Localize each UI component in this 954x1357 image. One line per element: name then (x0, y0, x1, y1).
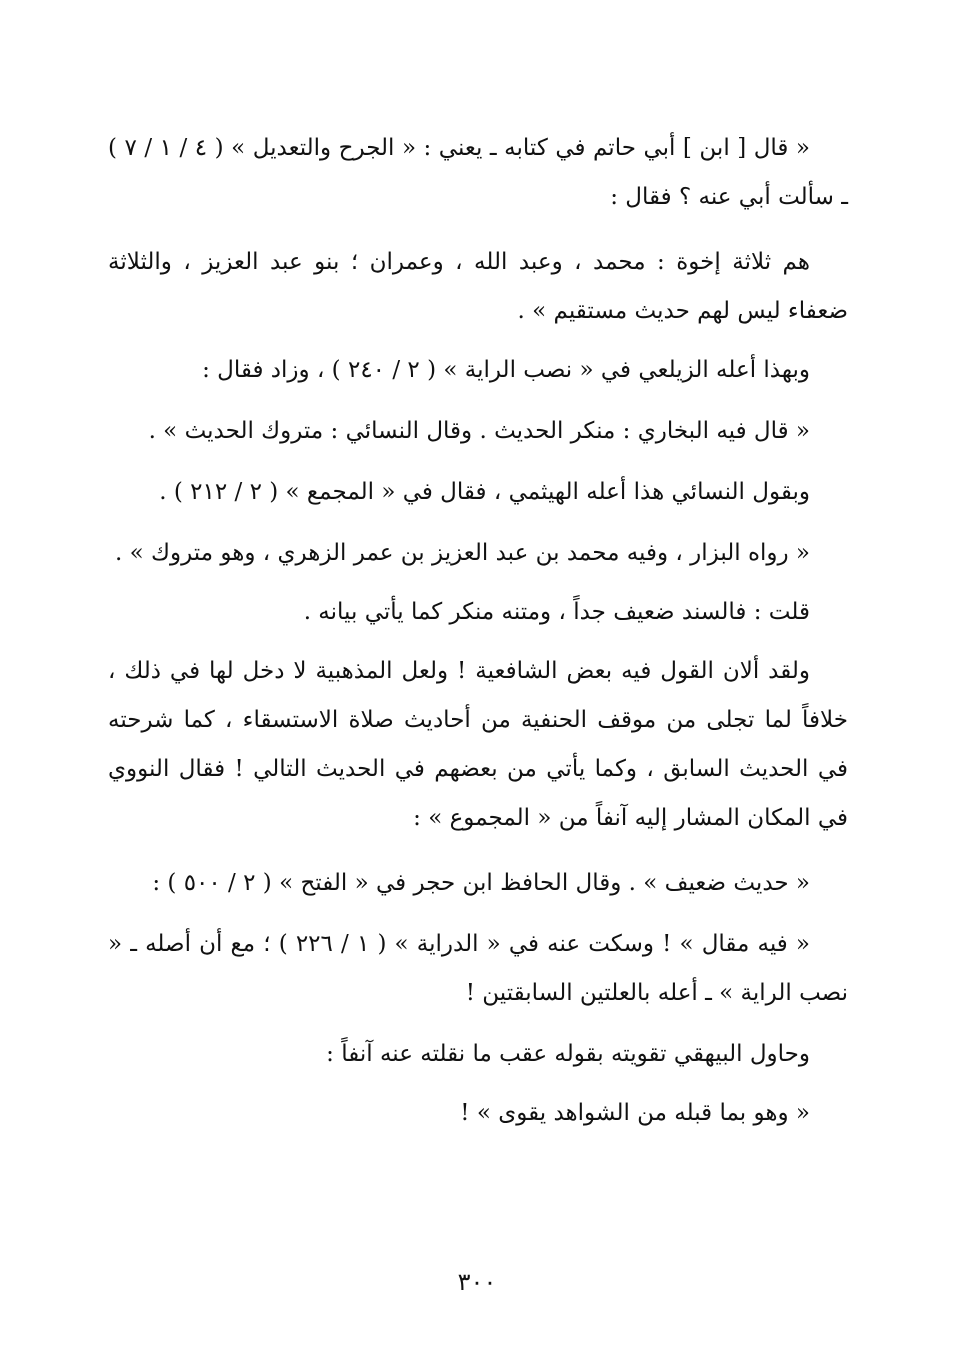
paragraph-6: « رواه البزار ، وفيه محمد بن عبد العزيز بن عمر الزهري ، وهو متروك » . (115, 540, 810, 566)
paragraph-9: « حديث ضعيف » . وقال الحافظ ابن حجر في « الفتح » ( ٢ / ٥٠٠ ) : (152, 870, 810, 896)
page-number: ٣٠٠ (457, 1268, 497, 1296)
paragraph-11: وحاول البيهقي تقويته بقوله عقب ما نقلته عنه آنفاً : (326, 1041, 810, 1067)
body-text (108, 124, 848, 1138)
paragraph-10: « فيه مقال » ! وسكت عنه في « الدراية » ( ١ / ٢٢٦ ) ؛ مع أن أصله ـ « نصب الراية » ـ أعله بالعلتين السابقتين ! (108, 931, 848, 1006)
paragraph-5: وبقول النسائي هذا أعله الهيثمي ، فقال في « المجمع » ( ٢ / ٢١٢ ) . (159, 479, 810, 505)
paragraph-1: « قال [ ابن ] أبي حاتم في كتابه ـ يعني : « الجرح والتعديل » ( ٤ / ١ / ٧ ) ـ سألت أبي عنه ؟ فقال : (108, 135, 848, 210)
paragraph-8: ولقد ألان القول فيه بعض الشافعية ! ولعل المذهبية لا دخل لها في ذلك ، خلافاً لما تجلى من موقف الحنفية من أحاديث صلاة الاستسقاء ، كما شرحته في الحديث السابق ، وكما يأتي من بعضهم في الحديث التالي ! فقال النووي في المكان المشار إليه آنفاً من « المجموع » : (108, 658, 848, 831)
paragraph-4: « قال فيه البخاري : منكر الحديث . وقال النسائي : متروك الحديث » . (148, 418, 810, 444)
paragraph-12: « وهو بما قبله من الشواهد يقوى » ! (460, 1100, 810, 1126)
paragraph-7: قلت : فالسند ضعيف جداً ، ومتنه منكر كما يأتي بيانه . (303, 599, 810, 625)
paragraph-2: هم ثلاثة إخوة : محمد ، وعبد الله ، وعمران ؛ بنو عبد العزيز ، والثلاثة ضعفاء ليس لهم حديث مستقيم » . (108, 249, 848, 324)
paragraph-3: وبهذا أعله الزيلعي في « نصب الراية » ( ٢ / ٢٤٠ ) ، وزاد فقال : (202, 357, 810, 383)
